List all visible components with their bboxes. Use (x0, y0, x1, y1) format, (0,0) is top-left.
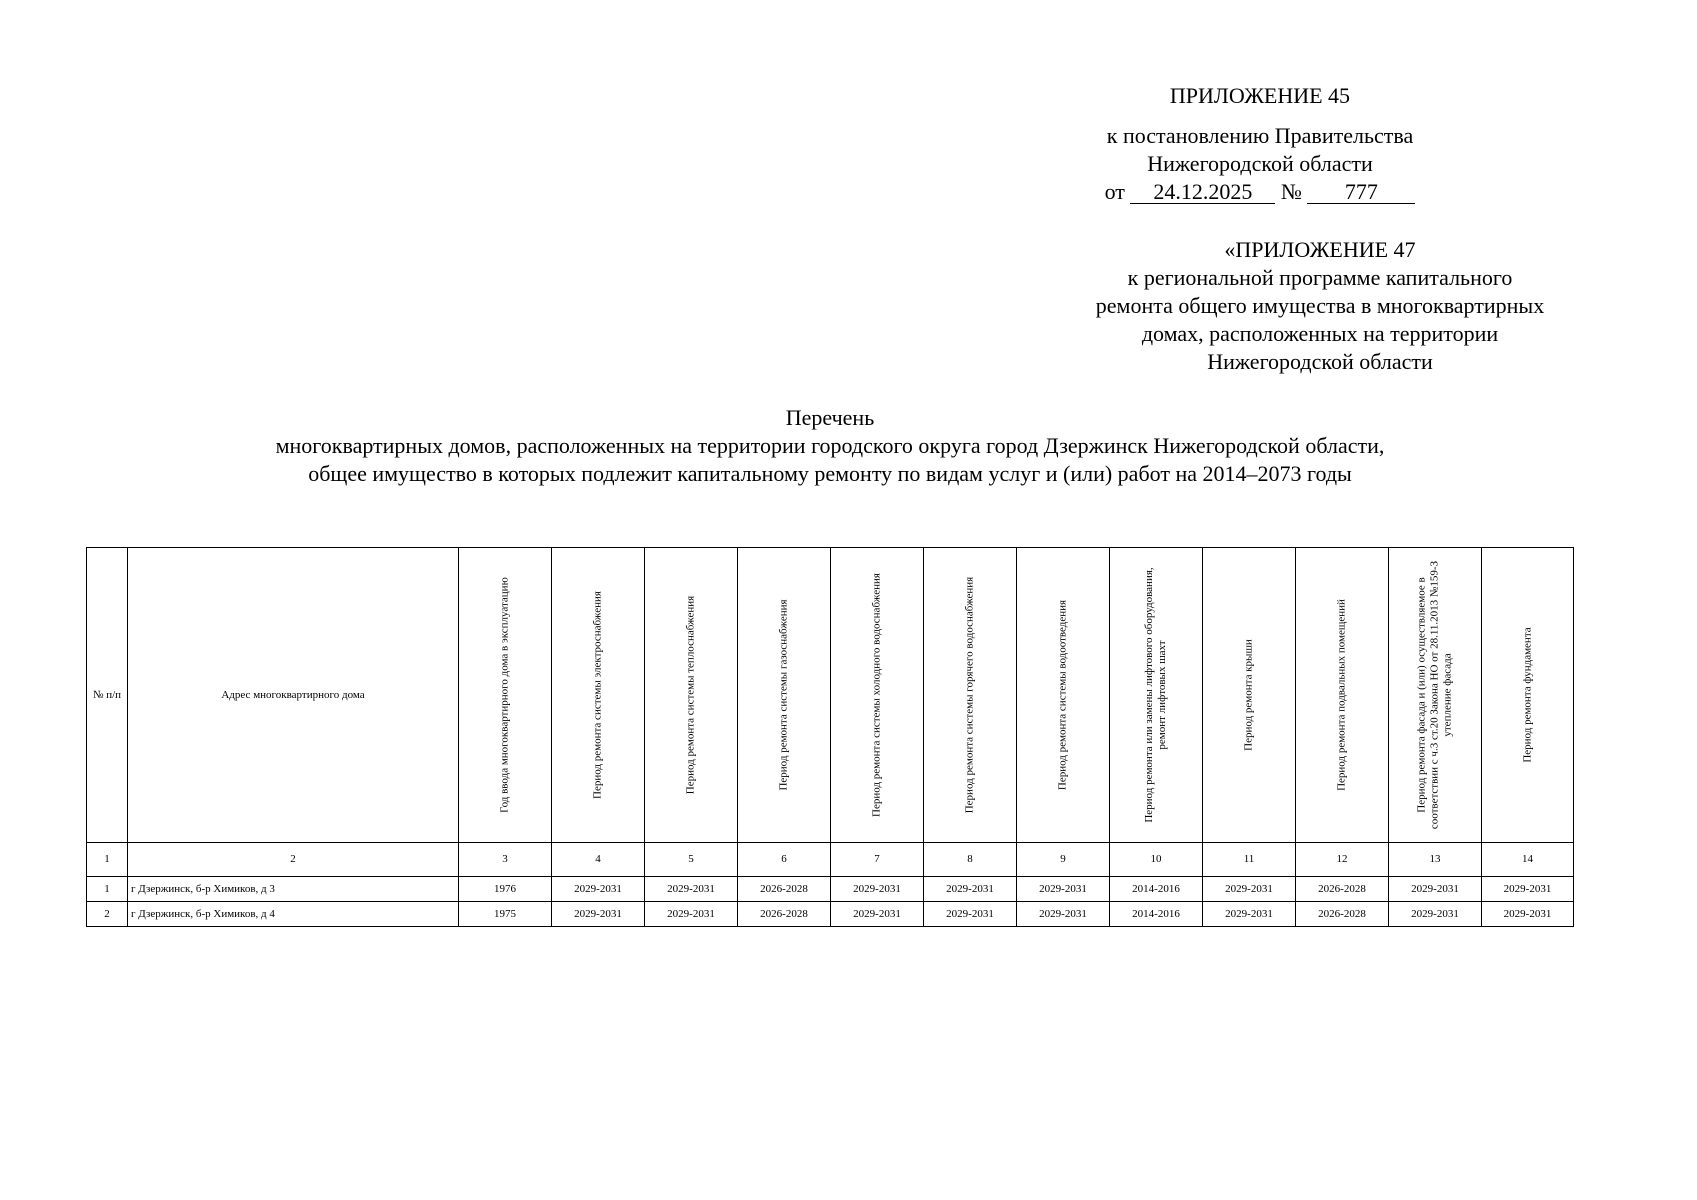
row-number-cell: 1 (87, 877, 128, 902)
address-cell: г Дзержинск, б-р Химиков, д 3 (128, 877, 459, 902)
header-text-drainage: Период ремонта системы водоотведения (1056, 599, 1069, 791)
period-cell: 2029-2031 (1203, 877, 1296, 902)
appendix-45-title: ПРИЛОЖЕНИЕ 45 (1169, 83, 1351, 108)
header-text-roof: Период ремонта крыши (1242, 639, 1255, 751)
year-cell: 1975 (459, 902, 552, 927)
period-cell: 2029-2031 (1389, 902, 1482, 927)
column-number-cell: 13 (1389, 843, 1482, 877)
header-cell-roof (1203, 548, 1296, 843)
period-cell: 2029-2031 (924, 877, 1017, 902)
period-cell: 2029-2031 (1017, 877, 1110, 902)
repair-schedule-table (86, 547, 1574, 927)
period-cell: 2029-2031 (1482, 877, 1574, 902)
header-text-elevator: Период ремонта или замены лифтового оборудования, ремонт лифтовых шахт (1143, 567, 1168, 823)
header-text-foundation: Период ремонта фундамента (1521, 627, 1533, 763)
header-text-gas: Период ремонта системы газоснабжения (777, 599, 790, 791)
period-cell: 2029-2031 (924, 902, 1017, 927)
appendix-47-line-1: к региональной программе капитального (1127, 265, 1513, 290)
period-cell: 2026-2028 (738, 877, 831, 902)
header-cell-number: № п/п (87, 548, 128, 843)
period-cell: 2026-2028 (738, 902, 831, 927)
header-cell-facade (1389, 548, 1482, 843)
header-cell-electricity (552, 548, 645, 843)
column-number-cell: 3 (459, 843, 552, 877)
heading-line-1: многоквартирных домов, расположенных на территории городского округа город Дзержинск Нижегородской области, (275, 433, 1385, 458)
heading-title: Перечень (785, 405, 875, 430)
table-row (87, 902, 1574, 927)
from-label: от (1104, 179, 1125, 204)
header-cell-address: Адрес многоквартирного дома (128, 548, 459, 843)
period-cell: 2014-2016 (1110, 877, 1203, 902)
appendix-47-title: «ПРИЛОЖЕНИЕ 47 (1224, 237, 1416, 262)
column-number-row (87, 843, 1574, 877)
column-number-cell: 4 (552, 843, 645, 877)
decree-number: 777 (1307, 181, 1415, 204)
document-heading (0, 404, 1660, 488)
period-cell: 2026-2028 (1296, 877, 1389, 902)
header-text-hot-water: Период ремонта системы горячего водоснабжения (963, 576, 976, 814)
column-number-cell: 11 (1203, 843, 1296, 877)
column-number-cell: 1 (87, 843, 128, 877)
column-number-cell: 7 (831, 843, 924, 877)
period-cell: 2029-2031 (831, 902, 924, 927)
appendix-47-line-4: Нижегородской области (1207, 349, 1433, 374)
row-number-cell: 2 (87, 902, 128, 927)
header-text-year: Год ввода многоквартирного дома в эксплуатацию (498, 577, 511, 813)
decree-date: 24.12.2025 (1130, 181, 1275, 204)
header-cell-heating (645, 548, 738, 843)
header-cell-drainage (1017, 548, 1110, 843)
header-text-electricity: Период ремонта системы электроснабжения (591, 591, 604, 799)
column-number-cell: 12 (1296, 843, 1389, 877)
appendix-47-line-2: ремонта общего имущества в многоквартирных (1095, 293, 1545, 318)
period-cell: 2014-2016 (1110, 902, 1203, 927)
address-cell: г Дзержинск, б-р Химиков, д 4 (128, 902, 459, 927)
period-cell: 2029-2031 (1482, 902, 1574, 927)
heading-line-2: общее имущество в которых подлежит капитальному ремонту по видам услуг и (или) работ на 2014–2073 годы (308, 461, 1352, 486)
column-number-cell: 2 (128, 843, 459, 877)
header-cell-elevator (1110, 548, 1203, 843)
period-cell: 2029-2031 (552, 902, 645, 927)
appendix-45-line-1: к постановлению Правительства (1106, 123, 1414, 148)
header-cell-cold-water (831, 548, 924, 843)
appendix-45-block (1040, 82, 1480, 206)
header-cell-gas (738, 548, 831, 843)
column-number-cell: 9 (1017, 843, 1110, 877)
appendix-45-line-2: Нижегородской области (1147, 151, 1373, 176)
table-header-row (87, 548, 1574, 843)
column-number-cell: 5 (645, 843, 738, 877)
period-cell: 2029-2031 (1017, 902, 1110, 927)
column-number-cell: 10 (1110, 843, 1203, 877)
header-cell-year (459, 548, 552, 843)
appendix-47-block (1040, 236, 1600, 376)
appendix-47-line-3: домах, расположенных на территории (1141, 321, 1499, 346)
number-label: № (1280, 179, 1302, 204)
column-number-cell: 8 (924, 843, 1017, 877)
column-number-cell: 6 (738, 843, 831, 877)
header-cell-basement (1296, 548, 1389, 843)
period-cell: 2026-2028 (1296, 902, 1389, 927)
period-cell: 2029-2031 (645, 877, 738, 902)
table-row (87, 877, 1574, 902)
header-text-basement: Период ремонта подвальных помещений (1335, 599, 1348, 791)
period-cell: 2029-2031 (831, 877, 924, 902)
header-text-heating: Период ремонта системы теплоснабжения (684, 595, 697, 795)
period-cell: 2029-2031 (1389, 877, 1482, 902)
column-number-cell: 14 (1482, 843, 1574, 877)
year-cell: 1976 (459, 877, 552, 902)
header-text-facade: Период ремонта фасада и (или) осуществляемое в соответствии с ч.3 ст.20 Закона НО от 28.11.2013 №159-З утепление фасада (1415, 560, 1454, 830)
period-cell: 2029-2031 (1203, 902, 1296, 927)
period-cell: 2029-2031 (552, 877, 645, 902)
header-cell-foundation (1482, 548, 1574, 843)
header-cell-hot-water (924, 548, 1017, 843)
decree-date-line (1040, 178, 1480, 206)
period-cell: 2029-2031 (645, 902, 738, 927)
header-text-cold-water: Период ремонта системы холодного водоснабжения (870, 573, 883, 817)
